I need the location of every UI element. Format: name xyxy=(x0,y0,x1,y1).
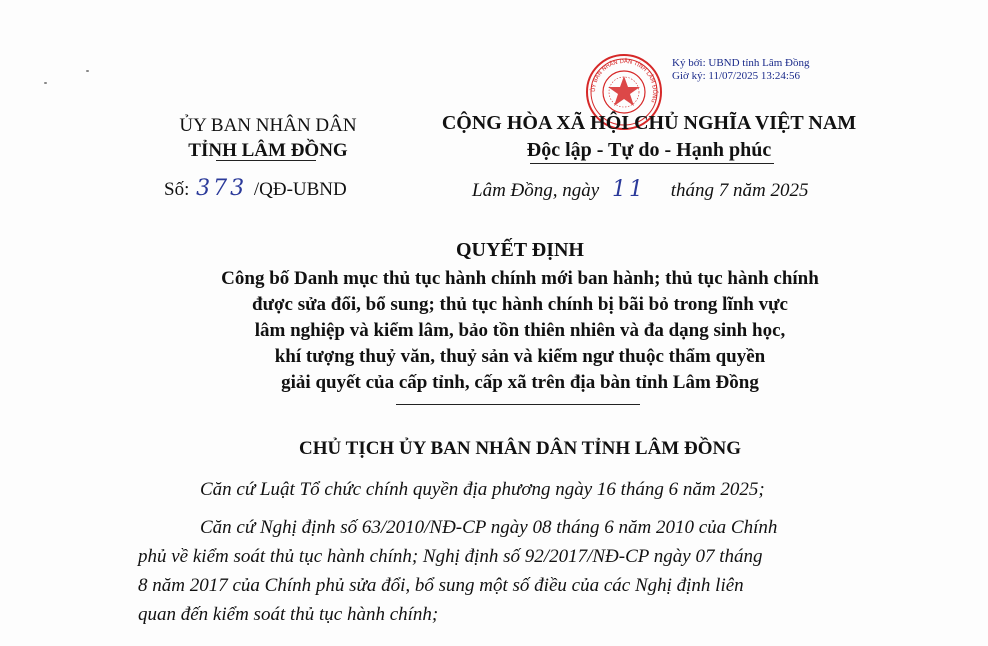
date-prefix: Lâm Đồng, ngày xyxy=(472,180,600,201)
divider xyxy=(530,163,774,164)
paragraph-line: phủ về kiểm soát thủ tục hành chính; Nghị định số 92/2017/NĐ-CP ngày 07 tháng xyxy=(138,546,763,567)
subject-line: lâm nghiệp và kiểm lâm, bảo tồn thiên nhiên và đa dạng sinh học, xyxy=(254,320,786,341)
national-header xyxy=(414,110,884,164)
subject-line: Công bố Danh mục thủ tục hành chính mới ban hành; thủ tục hành chính xyxy=(221,268,819,289)
motto: Độc lập - Tự do - Hạnh phúc xyxy=(526,139,772,161)
subject-line: khí tượng thuỷ văn, thuỷ sản và kiểm ngư thuộc thẩm quyền xyxy=(274,346,766,367)
authority-org: ỦY BAN NHÂN DÂN xyxy=(179,115,357,136)
paragraph-line: 8 năm 2017 của Chính phủ sửa đổi, bổ sung một số điều của các Nghị định liên xyxy=(138,575,744,596)
issue-date xyxy=(472,177,808,202)
legal-basis-paragraph xyxy=(138,513,908,629)
scan-speck xyxy=(44,82,47,84)
paragraph-line: Căn cứ Nghị định số 63/2010/NĐ-CP ngày 08 tháng 6 năm 2010 của Chính xyxy=(200,517,778,538)
paragraph-line: quan đến kiểm soát thủ tục hành chính; xyxy=(138,604,439,625)
decision-subject xyxy=(120,266,920,396)
paragraph-line: Căn cứ Luật Tổ chức chính quyền địa phương ngày 16 tháng 6 năm 2025; xyxy=(200,479,765,500)
date-day-handwritten: 11 xyxy=(611,177,646,202)
chairman-heading: CHỦ TỊCH ỦY BAN NHÂN DÂN TỈNH LÂM ĐỒNG xyxy=(299,438,741,459)
divider xyxy=(216,160,316,161)
signed-by: Ký bởi: UBND tỉnh Lâm Đồng xyxy=(672,57,810,69)
number-prefix: Số: xyxy=(164,179,190,200)
number-suffix: /QĐ-UBND xyxy=(253,179,347,200)
divider xyxy=(396,404,640,405)
seal-ring-text: ỦY BAN NHÂN DÂN TỈNH LÂM ĐỒNG xyxy=(590,58,658,104)
subject-line: giải quyết của cấp tỉnh, cấp xã trên địa bàn tỉnh Lâm Đồng xyxy=(281,372,759,393)
scan-speck xyxy=(86,70,89,72)
number-handwritten: 373 xyxy=(196,176,248,201)
subject-line: được sửa đổi, bổ sung; thủ tục hành chính bị bãi bỏ trong lĩnh vực xyxy=(252,294,788,315)
document-number xyxy=(164,176,347,201)
issuing-authority xyxy=(150,113,386,163)
legal-basis-paragraph xyxy=(138,475,908,504)
digital-signature-info xyxy=(672,57,810,83)
decision-title: QUYẾT ĐỊNH xyxy=(456,239,584,261)
country-name: CỘNG HÒA XÃ HỘI CHỦ NGHĨA VIỆT NAM xyxy=(441,112,857,134)
signed-time: Giờ ký: 11/07/2025 13:24:56 xyxy=(672,70,800,82)
authority-province: TỈNH LÂM ĐỒNG xyxy=(188,140,348,161)
date-rest: tháng 7 năm 2025 xyxy=(670,180,809,201)
